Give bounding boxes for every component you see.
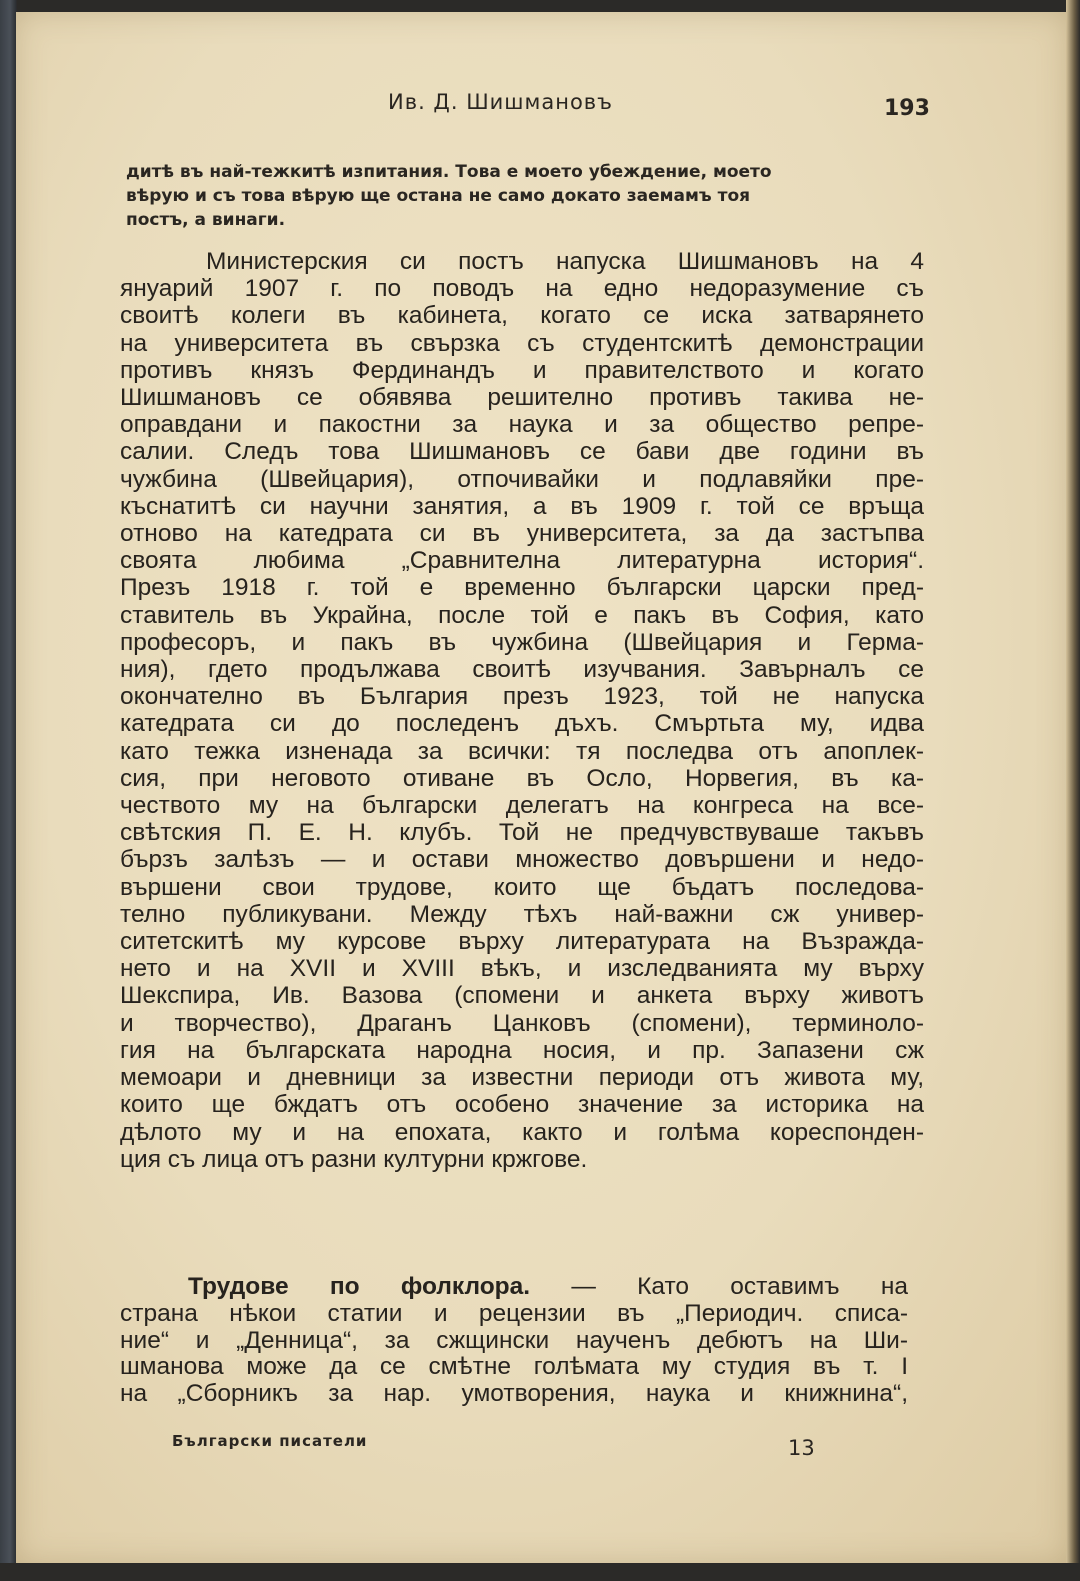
- paragraph-line: и творчество), Драганъ Цанковъ (спомени), терминоло-: [120, 1009, 924, 1037]
- paragraph-line: мемоари и дневници за известни периоди отъ живота му,: [120, 1064, 924, 1092]
- paragraph-line: окончателно въ България презъ 1923, той не напуска: [120, 683, 924, 711]
- paragraph-line: оправдани и пакостни за наука и за общество репре-: [120, 411, 924, 439]
- running-head: Ив. Д. Шишмановъ: [388, 90, 614, 114]
- paragraph-line: ция съ лица отъ разни културни кржгове.: [120, 1145, 588, 1173]
- paragraph-line: бързъ залѣзъ — и остави множество довършени и недо-: [120, 846, 924, 874]
- paragraph-line: януарий 1907 г. по поводъ на едно недоразумение съ: [120, 275, 924, 303]
- paragraph-line: къснатитѣ си научни занятия, а въ 1909 г. той се връща: [120, 492, 924, 520]
- section-line: на „Сборникъ за нар. умотворения, наука и книжнина“,: [120, 1380, 908, 1408]
- paragraph-line: катедрата си до последенъ дъхъ. Смъртьта му, идва: [120, 710, 924, 738]
- paragraph-line: ситетскитѣ му курсове върху литературата на Възражда-: [120, 928, 924, 956]
- paragraph-line: вършени свои трудове, които ще бъдатъ последова-: [120, 873, 924, 901]
- paragraph-line: като тежка изненада за всички: тя последва отъ апоплек-: [120, 737, 924, 765]
- page-number: 193: [884, 96, 930, 121]
- paragraph-line: гия на българската народна носия, и пр. Запазени сж: [120, 1036, 924, 1064]
- section-heading: Трудове по фолклора.: [188, 1273, 531, 1300]
- paragraph-line: сия, при неговото отиване въ Осло, Норвегия, въ ка-: [120, 764, 924, 792]
- section-line: страна нѣкои статии и рецензии въ „Периодич. списа-: [120, 1299, 908, 1327]
- quote-line: вѣрую и съ това вѣрую ще остана не само докато заемамъ тоя: [126, 186, 751, 206]
- paragraph-line: своитѣ колеги въ кабинета, когато се иска затварянето: [120, 302, 924, 330]
- paragraph-line: Министерския си постъ напуска Шишмановъ на 4: [206, 248, 924, 275]
- paragraph-line: Презъ 1918 г. той е временно български царски пред-: [120, 574, 924, 602]
- folklore-section: [120, 1274, 908, 1408]
- paragraph-line: ния), гдето продължава своитѣ изучвания. Завърналъ се: [120, 656, 924, 684]
- page-edge-shadow: [1066, 0, 1080, 1581]
- section-line: ние“ и „Денница“, за сжщински наученъ дебютъ на Ши-: [120, 1326, 908, 1354]
- footer-signature: Български писатели: [172, 1432, 368, 1450]
- paragraph-line: които ще бждатъ отъ особено значение за историка на: [120, 1091, 924, 1119]
- paragraph-line: нето и на XVII и XVIII вѣкъ, и изследванията му върху: [120, 955, 924, 983]
- book-page: [16, 12, 1068, 1564]
- quote-line: постъ, а винаги.: [126, 210, 286, 230]
- paragraph-line: телно публикувани. Между тѣхъ най-важни сж универ-: [120, 900, 924, 928]
- paragraph-line: своята любима „Сравнителна литературна история“.: [120, 547, 924, 575]
- paragraph-line: чужбина (Швейцария), отпочивайки и подлавяйки пре-: [120, 465, 924, 493]
- paragraph-line: Шекспира, Ив. Вазова (спомени и анкета върху животъ: [120, 982, 924, 1010]
- paragraph-line: свѣтския П. Е. Н. клубъ. Той не предчувствуваше такъвъ: [120, 819, 924, 847]
- paragraph-line: салии. Следъ това Шишмановъ се бави две години въ: [120, 438, 924, 466]
- scan-bottom-border: [0, 1563, 1080, 1581]
- section-first-line-text: — Като оставимъ на: [530, 1273, 908, 1300]
- footer-sheet-number: 13: [788, 1436, 815, 1460]
- section-first-line: [120, 1274, 908, 1301]
- paragraph-line: професоръ, и пакъ въ чужбина (Швейцария и Герма-: [120, 628, 924, 656]
- paragraph-line: дѣлото му и на епохата, както и голѣма кореспонден-: [120, 1118, 924, 1146]
- page-header: [16, 90, 1068, 120]
- paragraph-line: ставитель въ Украйна, после той е пакъ въ София, като: [120, 601, 924, 629]
- quote-line: дитѣ въ най-тежкитѣ изпитания. Това е моето убеждение, моето: [126, 162, 772, 182]
- main-paragraph: [120, 248, 924, 1173]
- section-line: шманова може да се смѣтне голѣмата му студия въ т. I: [120, 1353, 908, 1381]
- paragraph-line: противъ князъ Фердинандъ и правителството и когато: [120, 356, 924, 384]
- quote-block: [126, 160, 926, 232]
- paragraph-line: Шишмановъ се обявява решително противъ такива не-: [120, 384, 924, 412]
- paragraph-line: на университета въ свързка съ студентскитѣ демонстрации: [120, 329, 924, 357]
- paragraph-line: отново на катедрата си въ университета, за да застъпва: [120, 520, 924, 548]
- paragraph-line: чеството му на български делегатъ на конгреса на все-: [120, 792, 924, 820]
